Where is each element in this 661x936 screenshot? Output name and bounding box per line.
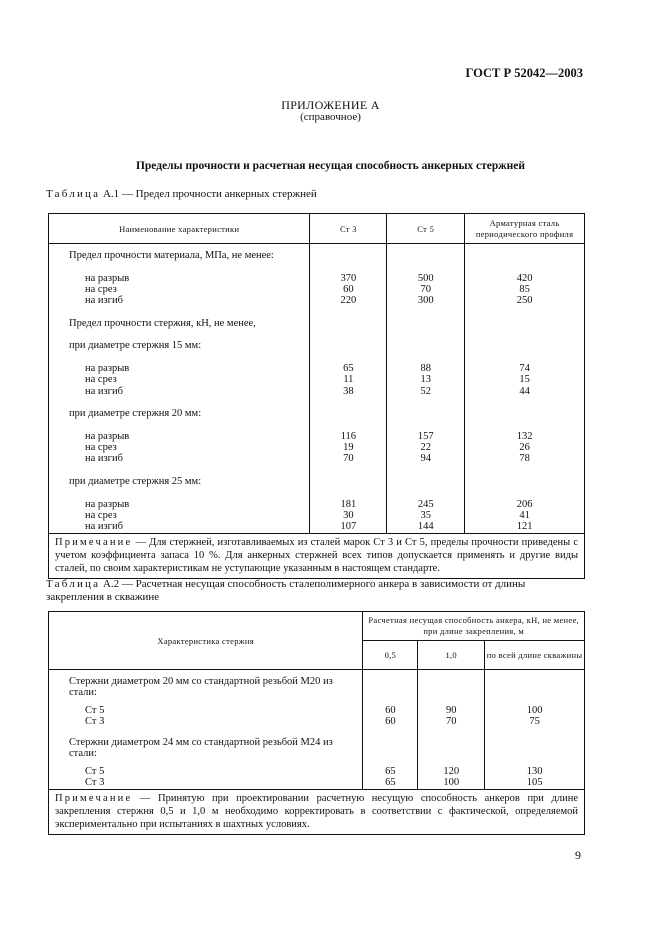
row-value [485, 670, 585, 705]
row-label [49, 306, 310, 317]
row-value: 60 [363, 705, 418, 716]
row-value [418, 727, 485, 766]
page-number: 9 [575, 848, 581, 862]
row-value [310, 487, 387, 498]
row-value: 121 [465, 521, 585, 534]
row-value [387, 340, 465, 351]
table-row [49, 521, 585, 534]
row-value [465, 306, 585, 317]
row-label: на срез [49, 284, 310, 295]
table1-header-characteristic: Наименование характеристики [49, 214, 310, 244]
row-value: 70 [418, 716, 485, 727]
table2-caption: Таблица А.2 — Расчетная несущая способность сталеполимерного анкера в зависимости от длины закрепления в скважине [46, 578, 526, 603]
row-label: Ст 3 [49, 716, 363, 727]
table-row [49, 329, 585, 340]
row-label: Предел прочности материала, МПа, не менее: [49, 244, 310, 262]
row-value: 100 [418, 777, 485, 790]
row-value [310, 329, 387, 340]
row-value [363, 727, 418, 766]
table1-note-row [49, 534, 585, 579]
row-label: на срез [49, 442, 310, 453]
row-label: на срез [49, 510, 310, 521]
table1-header-rebar: Арматурная сталь периодического профиля [465, 214, 585, 244]
row-value [387, 476, 465, 487]
row-label [49, 487, 310, 498]
table1-header-row [49, 214, 585, 244]
table-row [49, 363, 585, 374]
row-label: Ст 5 [49, 766, 363, 777]
table-row [49, 499, 585, 510]
table-row [49, 352, 585, 363]
table-row [49, 261, 585, 272]
row-value: 116 [310, 431, 387, 442]
row-value [387, 261, 465, 272]
table2-header-10: 1,0 [418, 641, 485, 670]
row-label: Ст 3 [49, 777, 363, 790]
row-value: 65 [363, 766, 418, 777]
row-label: на изгиб [49, 453, 310, 464]
row-value [465, 476, 585, 487]
row-value: 245 [387, 499, 465, 510]
row-label: на разрыв [49, 273, 310, 284]
table2-body [49, 670, 585, 790]
row-label: Ст 5 [49, 705, 363, 716]
row-value: 78 [465, 453, 585, 464]
row-value [310, 465, 387, 476]
row-value [485, 727, 585, 766]
appendix-note: (справочное) [300, 111, 361, 123]
row-value: 19 [310, 442, 387, 453]
row-value: 206 [465, 499, 585, 510]
row-value: 15 [465, 374, 585, 385]
appendix-heading: ПРИЛОЖЕНИЕ А [281, 98, 380, 112]
row-value [465, 340, 585, 351]
table-row [49, 431, 585, 442]
row-value: 220 [310, 295, 387, 306]
table-row [49, 670, 585, 705]
table2-header-05: 0,5 [363, 641, 418, 670]
row-value [387, 352, 465, 363]
row-value: 100 [485, 705, 585, 716]
row-value: 74 [465, 363, 585, 374]
row-label: на изгиб [49, 295, 310, 306]
row-value: 130 [485, 766, 585, 777]
table-row [49, 306, 585, 317]
row-value: 70 [387, 284, 465, 295]
row-label [49, 261, 310, 272]
row-value: 90 [418, 705, 485, 716]
row-label: на разрыв [49, 431, 310, 442]
table2 [48, 611, 585, 835]
table-row [49, 476, 585, 487]
row-value: 13 [387, 374, 465, 385]
row-value: 181 [310, 499, 387, 510]
row-value: 144 [387, 521, 465, 534]
row-label [49, 352, 310, 363]
row-value: 88 [387, 363, 465, 374]
row-value [310, 244, 387, 262]
table-row [49, 766, 585, 777]
table-row [49, 705, 585, 716]
table1-body [49, 244, 585, 534]
table-row [49, 386, 585, 397]
table-row [49, 777, 585, 790]
standard-number: ГОСТ Р 52042—2003 [465, 66, 583, 80]
row-value: 370 [310, 273, 387, 284]
row-value: 85 [465, 284, 585, 295]
table1-caption: Таблица А.1 — Предел прочности анкерных стержней [46, 188, 317, 200]
row-value [465, 419, 585, 430]
section-title: Пределы прочности и расчетная несущая способность анкерных стержней [135, 160, 526, 172]
row-value [387, 465, 465, 476]
row-value: 52 [387, 386, 465, 397]
table-row [49, 374, 585, 385]
row-value: 120 [418, 766, 485, 777]
row-value [387, 408, 465, 419]
table2-note: Примечание — Принятую при проектировании расчетную несущую способность анкеров при длине закрепления стержня 0,5 и 1,0 м необходимо корректировать в соответствии с фактической, определяемой экспериментально при испытаниях в шахтных условиях. [49, 790, 585, 835]
table-row [49, 716, 585, 727]
table-row [49, 244, 585, 262]
table2-header-group: Расчетная несущая способность анкера, кН, не менее, при длине закрепления, м [363, 612, 585, 641]
row-value [310, 476, 387, 487]
row-value: 11 [310, 374, 387, 385]
table-row [49, 453, 585, 464]
row-value [310, 318, 387, 329]
row-value: 105 [485, 777, 585, 790]
table2-header-full: по всей длине скважины [485, 641, 585, 670]
table-row [49, 510, 585, 521]
row-label: при диаметре стержня 15 мм: [49, 340, 310, 351]
row-value [310, 306, 387, 317]
row-value [465, 352, 585, 363]
row-value: 70 [310, 453, 387, 464]
row-value: 420 [465, 273, 585, 284]
row-value [310, 261, 387, 272]
row-value [465, 318, 585, 329]
table-row [49, 727, 585, 766]
row-label: при диаметре стержня 25 мм: [49, 476, 310, 487]
row-label: на разрыв [49, 363, 310, 374]
row-label: Стержни диаметром 20 мм со стандартной резьбой М20 из стали: [49, 670, 363, 705]
row-value [310, 352, 387, 363]
row-label: на изгиб [49, 386, 310, 397]
row-value: 65 [310, 363, 387, 374]
row-value [387, 318, 465, 329]
row-value: 500 [387, 273, 465, 284]
row-value [310, 397, 387, 408]
row-value [310, 408, 387, 419]
row-value: 35 [387, 510, 465, 521]
row-label [49, 419, 310, 430]
row-value [465, 261, 585, 272]
row-label: на разрыв [49, 499, 310, 510]
table-row [49, 465, 585, 476]
row-value: 132 [465, 431, 585, 442]
table2-note-row [49, 790, 585, 835]
row-value: 75 [485, 716, 585, 727]
row-label [49, 329, 310, 340]
row-value: 107 [310, 521, 387, 534]
row-value: 26 [465, 442, 585, 453]
row-value: 250 [465, 295, 585, 306]
table-row [49, 397, 585, 408]
row-value [465, 329, 585, 340]
row-value [387, 329, 465, 340]
table1-note: Примечание — Для стержней, изготавливаемых из сталей марок Ст 3 и Ст 5, пределы прочности приведены с учетом коэффициента запаса 10 %. Для анкерных стержней всех типов допускается применять и другие виды сталей, по своим характеристикам не уступающие указанным в настоящем стандарте. [49, 534, 585, 579]
table1 [48, 213, 585, 579]
row-value: 94 [387, 453, 465, 464]
row-value [387, 397, 465, 408]
table-row [49, 284, 585, 295]
row-value [387, 487, 465, 498]
row-label [49, 397, 310, 408]
row-value [310, 340, 387, 351]
row-label: при диаметре стержня 20 мм: [49, 408, 310, 419]
row-value [310, 419, 387, 430]
table-row [49, 318, 585, 329]
row-label [49, 465, 310, 476]
row-value: 300 [387, 295, 465, 306]
row-value [387, 244, 465, 262]
row-value [387, 419, 465, 430]
row-label: Стержни диаметром 24 мм со стандартной резьбой М24 из стали: [49, 727, 363, 766]
row-value: 38 [310, 386, 387, 397]
table-row [49, 442, 585, 453]
row-value [387, 306, 465, 317]
row-value: 157 [387, 431, 465, 442]
row-value [363, 670, 418, 705]
row-label: Предел прочности стержня, кН, не менее, [49, 318, 310, 329]
table1-header-st5: Ст 5 [387, 214, 465, 244]
table-row [49, 273, 585, 284]
table-row [49, 295, 585, 306]
row-value: 41 [465, 510, 585, 521]
row-value: 65 [363, 777, 418, 790]
row-value [465, 408, 585, 419]
table1-header-st3: Ст 3 [310, 214, 387, 244]
row-value [465, 465, 585, 476]
table2-header-characteristic: Характеристика стержня [49, 612, 363, 670]
row-value: 60 [363, 716, 418, 727]
row-value [465, 487, 585, 498]
row-value [465, 244, 585, 262]
row-label: на изгиб [49, 521, 310, 534]
table-row [49, 419, 585, 430]
row-value: 30 [310, 510, 387, 521]
row-value: 22 [387, 442, 465, 453]
table-row [49, 408, 585, 419]
row-value: 44 [465, 386, 585, 397]
row-value: 60 [310, 284, 387, 295]
row-label: на срез [49, 374, 310, 385]
row-value [418, 670, 485, 705]
row-value [465, 397, 585, 408]
table-row [49, 340, 585, 351]
table-row [49, 487, 585, 498]
